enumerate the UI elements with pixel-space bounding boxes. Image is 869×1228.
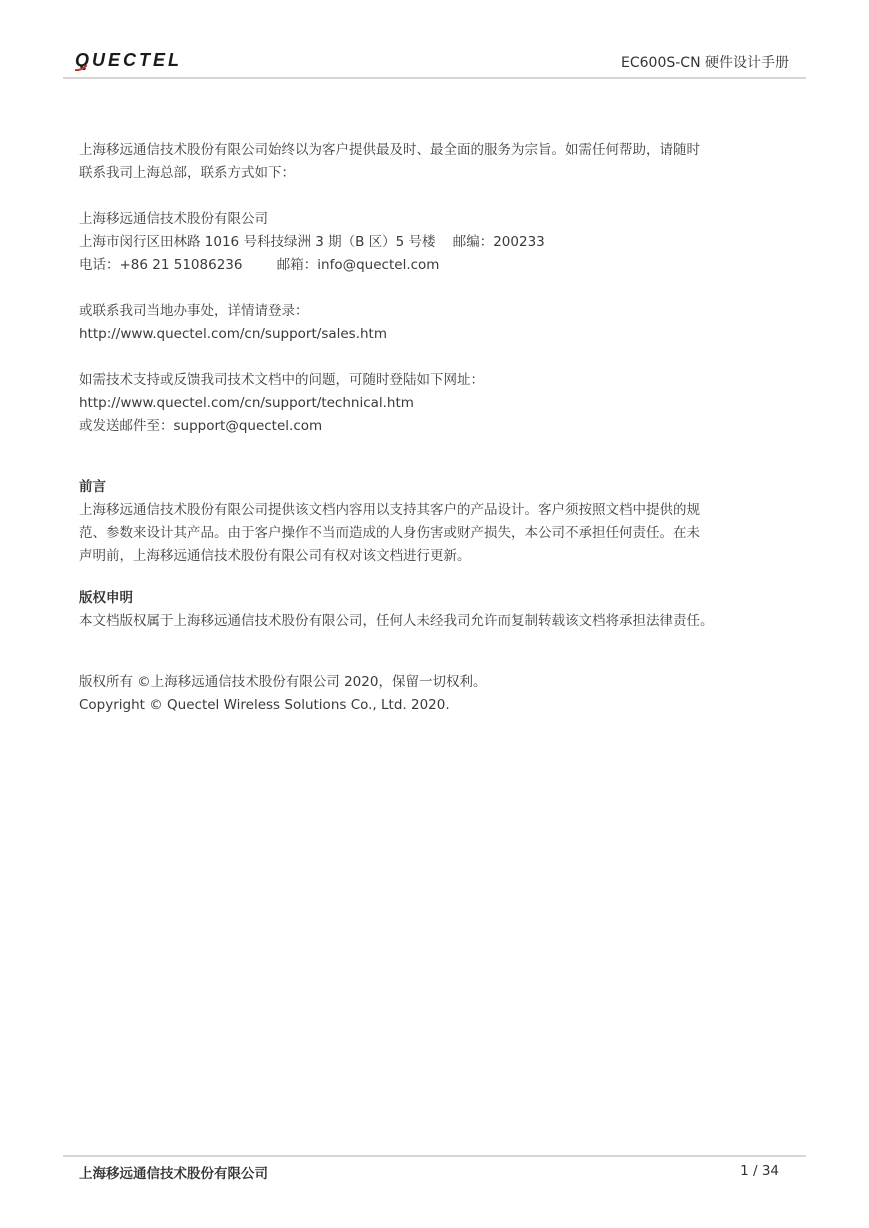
copyright-heading: 版权申明 bbox=[79, 590, 133, 606]
contact-intro-line-2: 联系我司上海总部，联系方式如下： bbox=[79, 165, 295, 181]
preface-line-1: 上海移远通信技术股份有限公司提供该文档内容用以支持其客户的产品设计。客户须按照文档中提供的规 bbox=[79, 502, 700, 518]
copyright-body: 本文档版权属于上海移远通信技术股份有限公司，任何人未经我司允许而复制转载该文档将承担法律责任。 bbox=[79, 613, 714, 629]
document-title: EC600S-CN 硬件设计手册 bbox=[621, 55, 789, 71]
phone-email: 电话：+86 21 51086236 邮箱：info@quectel.com bbox=[79, 257, 440, 273]
contact-section bbox=[79, 139, 809, 438]
preface-line-2: 范、参数来设计其产品。由于客户操作不当而造成的人身伤害或财产损失，本公司不承担任何责任。在未 bbox=[79, 525, 700, 541]
preface-section bbox=[79, 476, 809, 568]
quectel-logo bbox=[75, 50, 182, 72]
support-email: 或发送邮件至：support@quectel.com bbox=[79, 418, 323, 434]
company-name: 上海移远通信技术股份有限公司 bbox=[79, 211, 268, 227]
footer-company: 上海移远通信技术股份有限公司 bbox=[79, 1166, 268, 1182]
rights-section bbox=[79, 671, 809, 717]
preface-line-3: 声明前，上海移远通信技术股份有限公司有权对该文档进行更新。 bbox=[79, 548, 471, 564]
technical-link[interactable]: http://www.quectel.com/cn/support/technical.htm bbox=[79, 395, 414, 411]
logo-text: QUECTEL bbox=[75, 50, 183, 70]
sales-link[interactable]: http://www.quectel.com/cn/support/sales.htm bbox=[79, 326, 388, 342]
local-office-text: 或联系我司当地办事处，详情请登录： bbox=[79, 303, 309, 319]
header-rule bbox=[63, 77, 806, 79]
rights-en: Copyright © Quectel Wireless Solutions Co., Ltd. 2020. bbox=[79, 697, 450, 713]
company-address: 上海市闵行区田林路 1016 号科技绿洲 3 期（B 区）5 号楼 邮编：200233 bbox=[79, 234, 545, 250]
page-number: 1 / 34 bbox=[740, 1163, 779, 1179]
support-text: 如需技术支持或反馈我司技术文档中的问题，可随时登陆如下网址： bbox=[79, 372, 484, 388]
logo-swoosh-icon bbox=[75, 63, 87, 71]
preface-heading: 前言 bbox=[79, 479, 106, 495]
rights-cn: 版权所有 ©上海移远通信技术股份有限公司 2020，保留一切权利。 bbox=[79, 674, 487, 690]
page-content bbox=[79, 139, 809, 717]
footer-rule bbox=[63, 1155, 806, 1157]
copyright-section bbox=[79, 587, 809, 633]
contact-intro-line-1: 上海移远通信技术股份有限公司始终以为客户提供最及时、最全面的服务为宗旨。如需任何帮助，请随时 bbox=[79, 142, 700, 158]
